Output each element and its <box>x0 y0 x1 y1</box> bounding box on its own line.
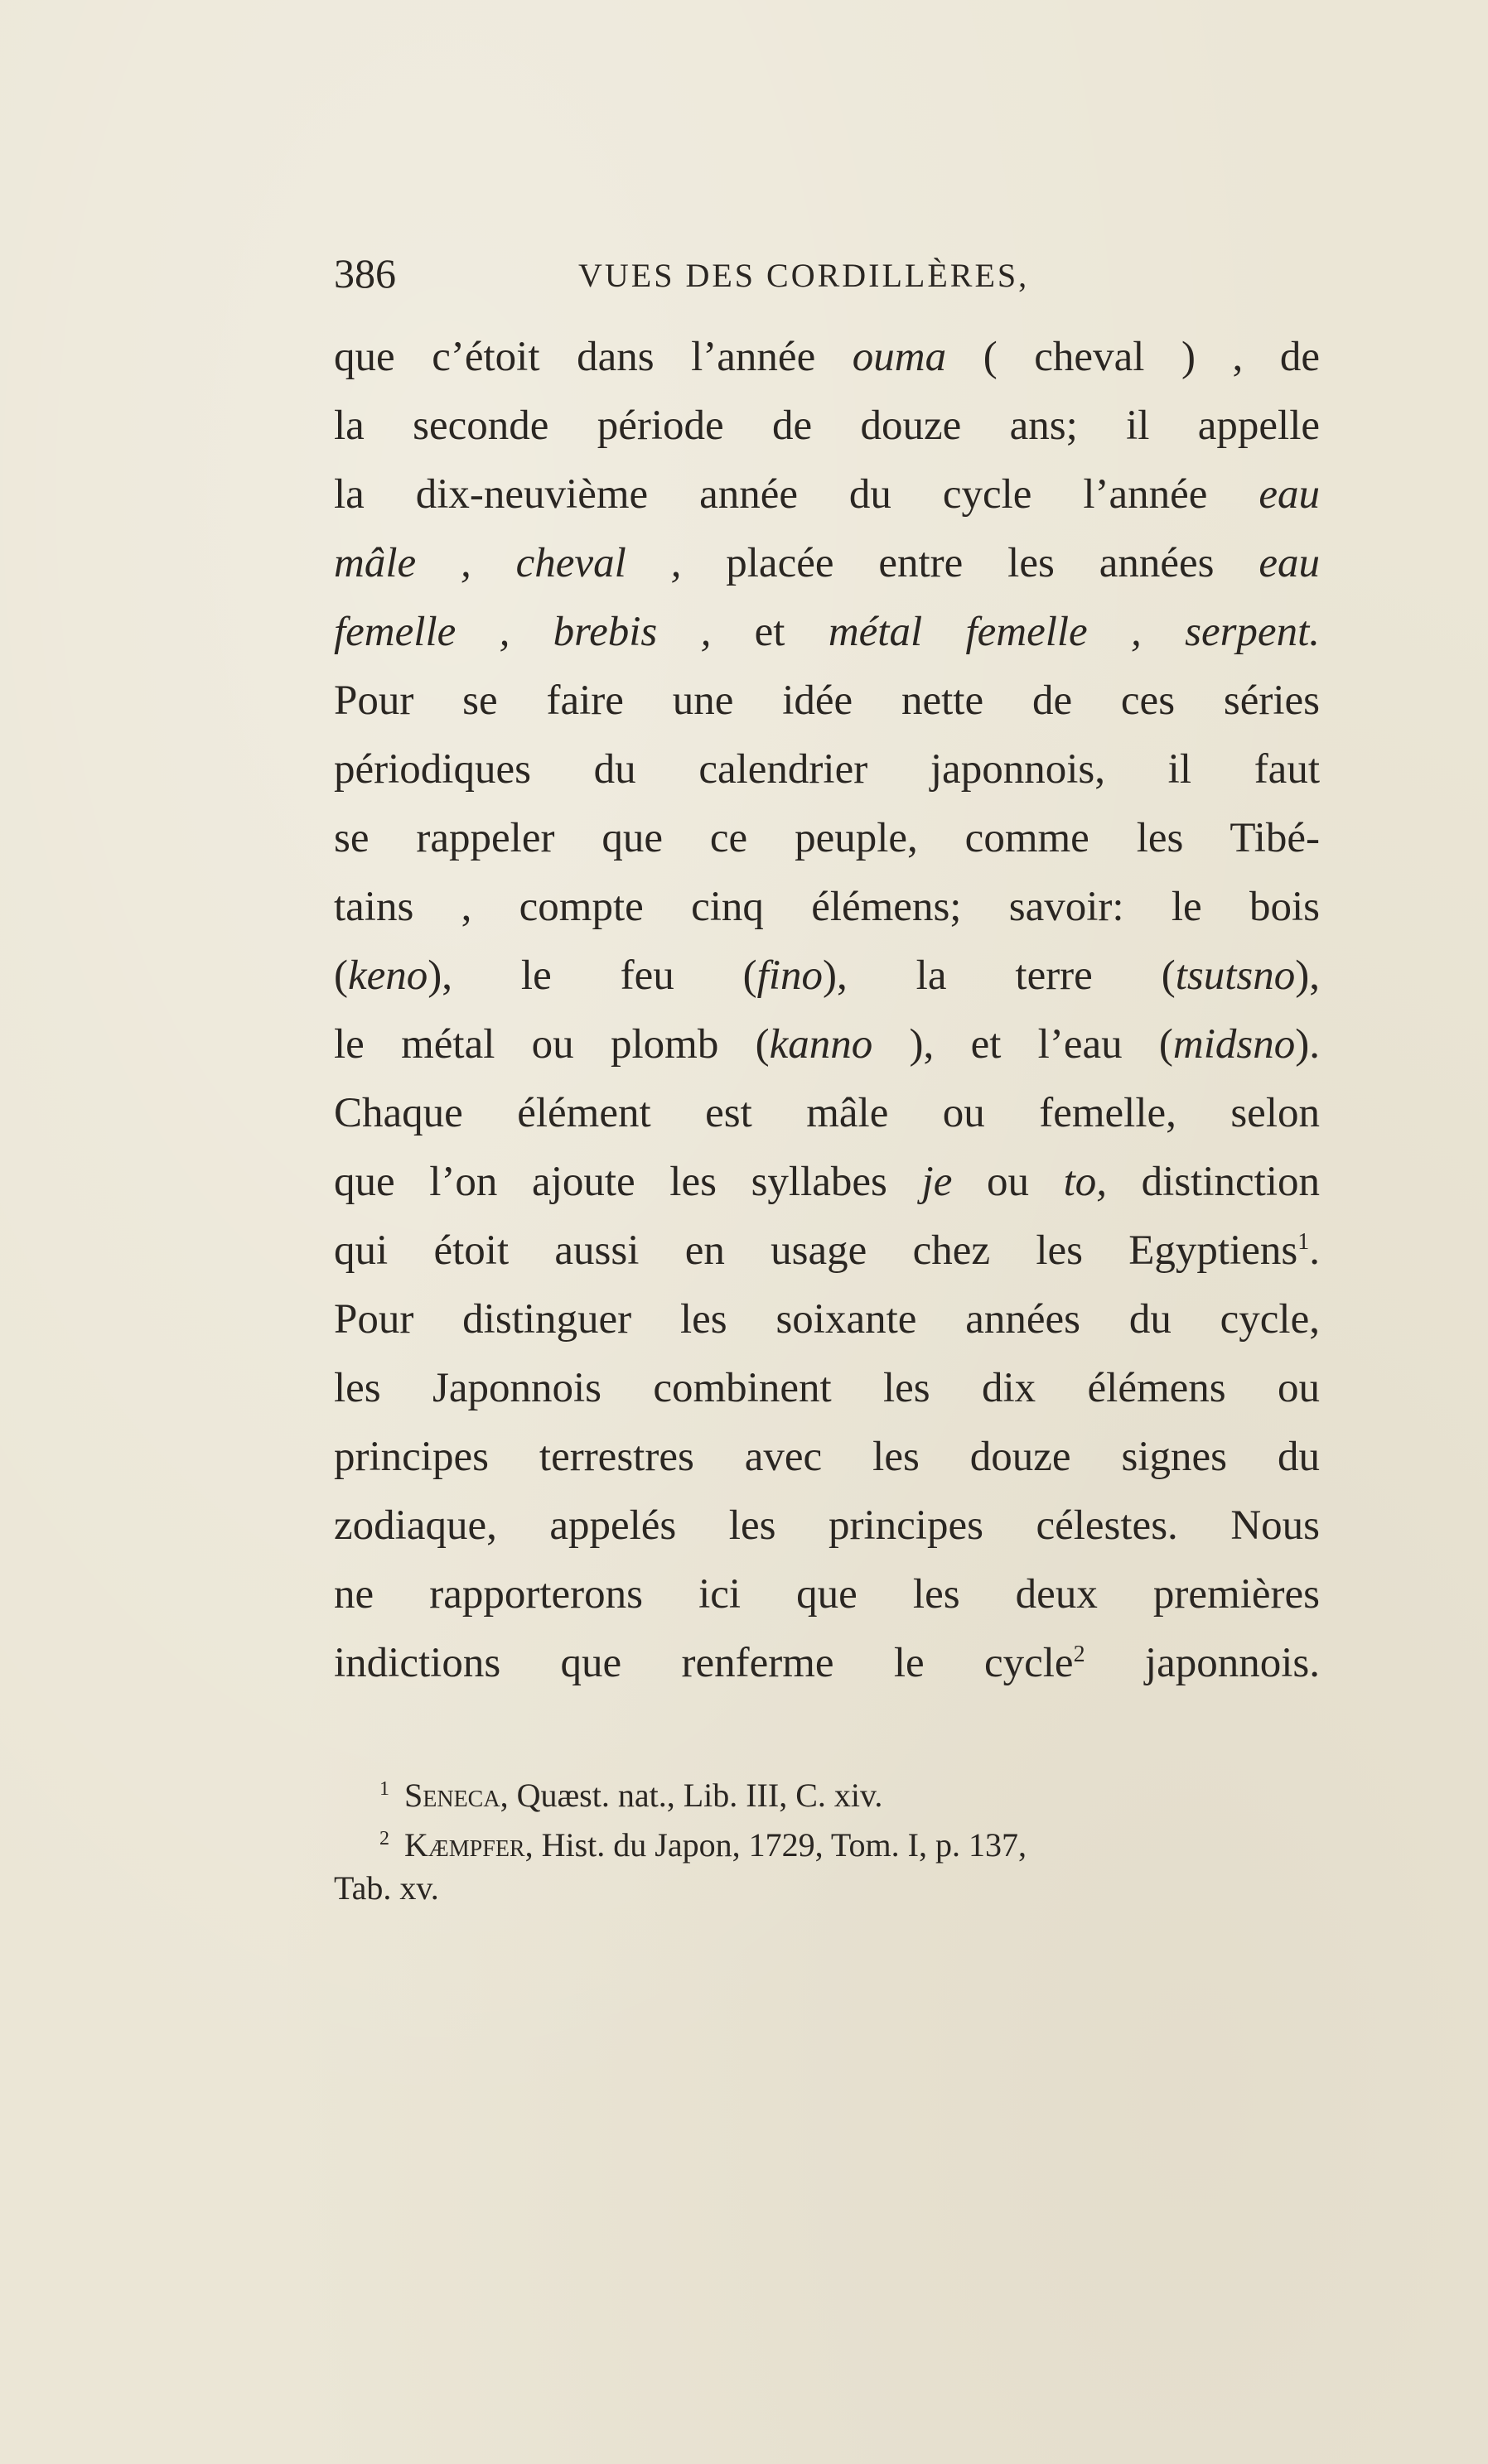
footnote-ref: 1 <box>1297 1229 1310 1255</box>
text-line: le métal ou plomb (kanno ), et l’eau (midsno). <box>334 1021 1320 1068</box>
text-line: Chaque élément est mâle ou femelle, selon <box>334 1090 1320 1136</box>
footnote-ref: 2 <box>1073 1642 1085 1667</box>
text-line: la dix-neuvième année du cycle l’année eau <box>334 471 1320 518</box>
page-number: 386 <box>334 250 396 297</box>
text-line: mâle , cheval , placée entre les années eau <box>334 540 1320 586</box>
text-line: qui étoit aussi en usage chez les Egyptiens$^1$. <box>334 1227 1320 1274</box>
footnotes <box>334 1764 1320 1913</box>
text-line: indictions que renferme le cycle$^2$ japonnois. <box>334 1640 1320 1686</box>
footnote-2-continuation: Tab. xv. <box>334 1869 439 1907</box>
text-line: principes terrestres avec les douze signes du <box>334 1434 1320 1480</box>
text-line: que l’on ajoute les syllabes je ou to, distinction <box>334 1159 1320 1205</box>
body-text <box>334 323 1320 1698</box>
text-line: se rappeler que ce peuple, comme les Tibé- <box>334 815 1320 861</box>
text-line: ne rapporterons ici que les deux premières <box>334 1571 1320 1618</box>
text-line: zodiaque, appelés les principes célestes. Nous <box>334 1502 1320 1549</box>
text-line: les Japonnois combinent les dix élémens ou <box>334 1365 1320 1411</box>
text-line: Pour distinguer les soixante années du cycle, <box>334 1296 1320 1343</box>
footnote-1: $^1$ Seneca, Quæst. nat., Lib. III, C. xiv. <box>379 1777 883 1814</box>
text-line: femelle , brebis , et métal femelle , serpent. <box>334 609 1320 655</box>
text-line: tains , compte cinq élémens; savoir: le bois <box>334 884 1320 930</box>
running-head: VUES DES CORDILLÈRES, <box>578 257 1030 294</box>
text-line: la seconde période de douze ans; il appelle <box>334 403 1320 449</box>
text-line: que c’étoit dans l’année ouma ( cheval ) , de <box>334 334 1320 380</box>
footnote-2: $^2$ Kæmpfer, Hist. du Japon, 1729, Tom. I, p. 137, <box>379 1826 1027 1864</box>
page-header <box>334 248 1320 298</box>
text-line: périodiques du calendrier japonnois, il faut <box>334 746 1320 793</box>
text-line: Pour se faire une idée nette de ces séries <box>334 677 1320 724</box>
text-line: (keno), le feu (fino), la terre (tsutsno), <box>334 952 1320 999</box>
